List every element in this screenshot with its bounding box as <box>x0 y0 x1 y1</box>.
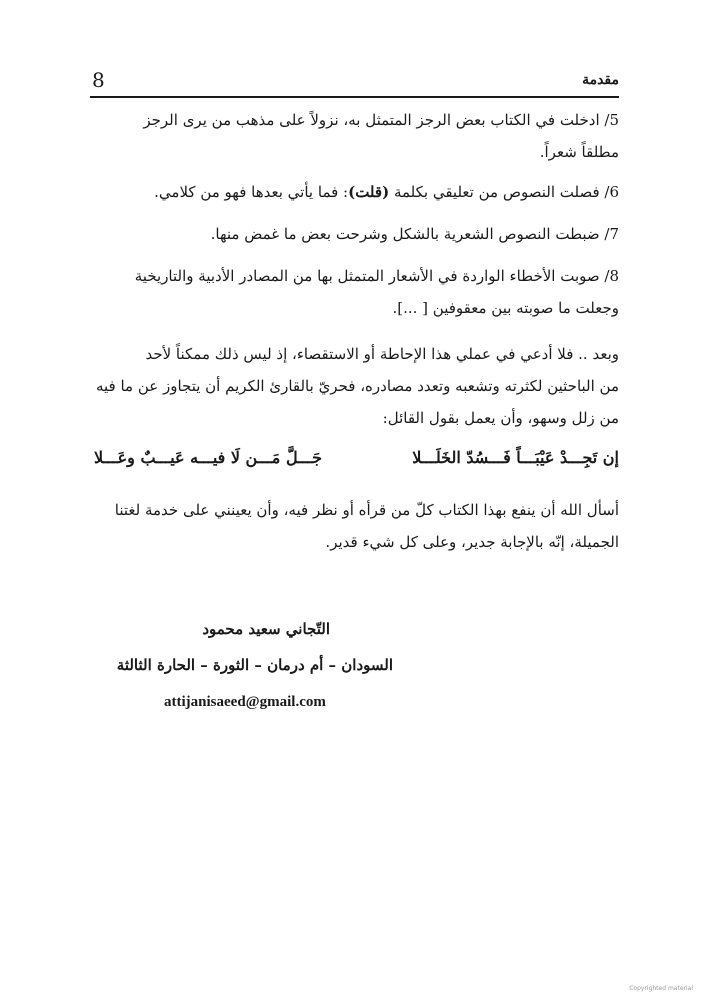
item-7: 7/ ضبطت النصوص الشعرية بالشكل وشرحت بعض ما غمض منها. <box>210 225 619 243</box>
page-header <box>90 66 619 98</box>
verse-first-hemistich: إن تَجِـــدْ عَيْبَـــاً فَـــسُدّ الخَلَـــلا <box>412 448 619 467</box>
author-email: attijanisaeed@gmail.com <box>164 694 326 710</box>
item-6-before: 6/ فصلت النصوص من تعليقي بكلمة <box>389 183 619 201</box>
item-8-line-1: 8/ صوبت الأخطاء الواردة في الأشعار المتمثل بها من المصادر الأدبية والتاريخية <box>134 267 619 285</box>
poetry-verse <box>94 444 619 476</box>
copyright-watermark: Copyrighted material <box>629 985 693 992</box>
item-5-line-2: مطلقاً شعراً. <box>539 143 619 161</box>
closing-para-2-line-1: أسأل الله أن ينفع بهذا الكتاب كلّ من قرأه أو نظر فيه، وأن يعينني على خدمة لغتنا <box>114 501 619 519</box>
item-5-line-1: 5/ ادخلت في الكتاب بعض الرجز المتمثل به، نزولاً على مذهب من يرى الرجز <box>143 111 619 129</box>
item-8-line-2: وجعلت ما صوبته بين معقوفين [ ...]. <box>392 299 619 317</box>
page-number: 8 <box>92 68 105 92</box>
closing-para-1-line-1: وبعد .. فلا أدعي في عملي هذا الإحاطة أو الاستقصاء، إذ ليس ذلك ممكناً لأحد <box>145 345 619 363</box>
item-6 <box>88 176 619 208</box>
closing-para-2-line-2: الجميلة، إنّه بالإجابة جدير، وعلى كل شيء قدير. <box>325 533 619 551</box>
item-6-bold-word: (قلت) <box>348 183 390 201</box>
author-address: السودان – أم درمان – الثورة – الحارة الثالثة <box>116 656 393 674</box>
author-name: التّجاني سعيد محمود <box>202 620 330 638</box>
verse-second-hemistich: جَـــلَّ مَـــن لَا فيـــه عَيـــبٌ وعَـــلا <box>94 448 323 467</box>
closing-para-1-line-2: من الباحثين لكثرته وتشعبه وتعدد مصادره، فحريّ بالقارئ الكريم أن يتجاوز عن ما فيه <box>95 377 619 395</box>
running-title: مقدمة <box>582 72 619 88</box>
closing-para-1-line-3: من زلل وسهو، وأن يعمل بقول القائل: <box>382 409 619 427</box>
item-6-after: : فما يأتي بعدها فهو من كلامي. <box>154 183 349 201</box>
